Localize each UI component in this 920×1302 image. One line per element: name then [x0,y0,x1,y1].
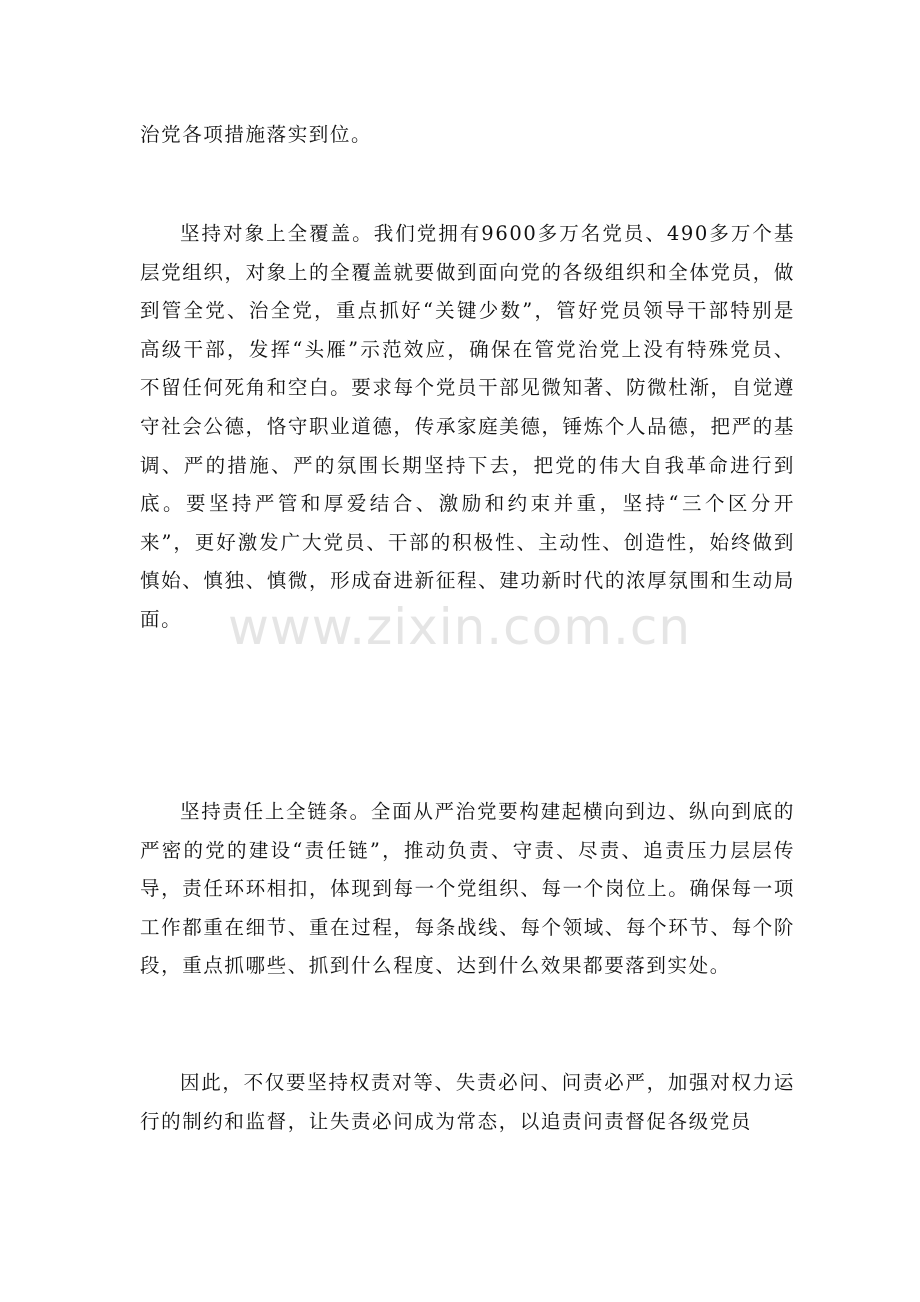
paragraph-accountability: 因此，不仅要坚持权责对等、失责必问、问责必严，加强对权力运行的制约和监督，让失责必问成为常态，以追责问责督促各级党员 [140,1071,795,1133]
paragraph-full-coverage: 坚持对象上全覆盖。我们党拥有9600多万名党员、490多万个基层党组织，对象上的全覆盖就要做到面向党的各级组织和全体党员，做到管全党、治全党，重点抓好“关键少数”，管好党员领导干部特别是高级干部，发挥“头雁”示范效应，确保在管党治党上没有特殊党员、不留任何死角和空白。要求每个党员干部见微知著、防微杜渐，自觉遵守社会公德，恪守职业道德，传承家庭美德，锤炼个人品德，把严的基调、严的措施、严的氛围长期坚持下去，把党的伟大自我革命进行到底。要坚持严管和厚爱结合、激励和约束并重，坚持“三个区分开来”，更好激发广大党员、干部的积极性、主动性、创造性，始终做到慎始、慎独、慎微，形成奋进新征程、建功新时代的浓厚氛围和生动局面。 [140,222,795,631]
watermark: www.zixin.com.cn [228,598,692,656]
paragraph-continuation: 治党各项措施落实到位。 [140,123,373,146]
paragraph-responsibility-chain: 坚持责任上全链条。全面从严治党要构建起横向到边、纵向到底的严密的党的建设“责任链”，推动负责、守责、尽责、追责压力层层传导，责任环环相扣，体现到每一个党组织、每一个岗位上。确保每一项工作都重在细节、重在过程，每条战线、每个领域、每个环节、每个阶段，重点抓哪些、抓到什么程度、达到什么效果都要落到实处。 [140,800,795,978]
